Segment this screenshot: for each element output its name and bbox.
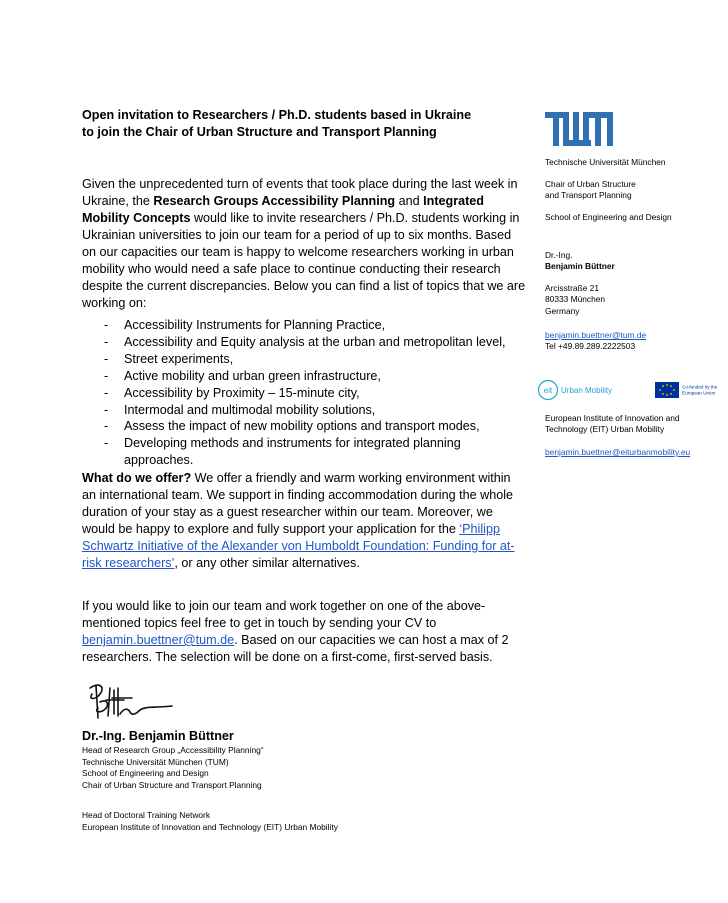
sidebar-name: Benjamin Büttner	[545, 261, 615, 272]
list-item: - Accessibility Instruments for Planning Practice,	[82, 317, 532, 334]
eu-flag-logo	[655, 382, 725, 400]
sidebar-eit-email	[545, 447, 725, 458]
signatory-chair: Chair of Urban Structure and Transport Planning	[82, 779, 262, 790]
signatory-role: Head of Research Group „Accessibility Planning“	[82, 745, 264, 755]
join-text-1: If you would like to join our team and work together on one of the above-mentioned topics feel free to get in touch by sending your CV to	[82, 599, 486, 630]
sidebar-degree: Dr.-Ing.	[545, 250, 573, 260]
signatory-institution: Technische Universität München (TUM)	[82, 756, 229, 767]
list-item: - Active mobility and urban green infrastructure,	[82, 368, 532, 385]
topics-list	[82, 317, 532, 469]
letter-title	[82, 107, 522, 141]
email-link[interactable]: benjamin.buettner@tum.de	[82, 633, 235, 647]
intro-bold-1: Research Groups Accessibility Planning	[153, 194, 396, 208]
intro-text-1: Given the unprecedented turn of events that took place during the last week in Ukraine, the	[82, 177, 518, 208]
network-institution: European Institute of Innovation and Technology (EIT) Urban Mobility	[82, 821, 338, 832]
intro-text-3: would like to invite researchers / Ph.D. students working in Ukrainian universities to join our team for a period of up to six months. Based on our capacities our team is happy to welcome researchers working in urban mobility who would need a safe place to continue conducting their research despite the current discrepancies. Below you can find a list of topics that we are working on:	[82, 211, 526, 310]
offer-heading: What do we offer?	[82, 471, 192, 485]
signatory-school: School of Engineering and Design	[82, 768, 209, 779]
title-line-2: to join the Chair of Urban Structure and Transport Planning	[82, 125, 437, 139]
address-street: Arcisstraße 21	[545, 283, 599, 293]
signatory-name: Dr.-Ing. Benjamin Büttner	[82, 729, 234, 743]
list-item: - Accessibility and Equity analysis at the urban and metropolitan level,	[82, 334, 532, 351]
list-item: - Intermodal and multimodal mobility solutions,	[82, 402, 532, 419]
eit-logo-text: Urban Mobility	[561, 386, 613, 395]
sidebar-university: Technische Universität München	[545, 157, 666, 167]
sidebar-chair	[545, 179, 725, 202]
intro-text-2: and	[395, 194, 424, 208]
list-item: - Street experiments,	[82, 351, 532, 368]
sidebar-school: School of Engineering and Design	[545, 212, 672, 222]
sidebar-chair-line: Chair of Urban Structure	[545, 179, 636, 189]
offer-text-2: , or any other similar alternatives.	[174, 556, 360, 570]
sidebar-contact	[545, 330, 725, 353]
eit-name-line: Technology (EIT) Urban Mobility	[545, 424, 665, 435]
sidebar-eit-name	[545, 413, 725, 436]
eit-name-line: European Institute of Innovation and	[545, 413, 680, 423]
offer-paragraph	[82, 470, 522, 572]
offer-text-1: We offer a friendly and warm working environment within an international team. We support in finding accommodation during the whole duration of your stay as a guest researcher within our team. Moreover, we would be happy to explore and fully support your application for the	[82, 471, 514, 536]
signature-block	[82, 729, 502, 791]
svg-text:eit: eit	[543, 386, 553, 395]
address-city: 80333 München	[545, 294, 606, 305]
eit-email-link[interactable]: benjamin.buettner@eiturbanmobility.eu	[545, 447, 691, 457]
sidebar-address	[545, 283, 725, 317]
join-text-2: . Based on our capacities we can host a max of 2 researchers. The selection will be done on a first-come, first-served basis.	[82, 633, 509, 664]
join-paragraph	[82, 598, 522, 666]
list-item: - Accessibility by Proximity – 15-minute city,	[82, 385, 532, 402]
eit-urban-mobility-logo	[537, 379, 615, 401]
network-block	[82, 810, 502, 833]
handwritten-signature	[84, 680, 174, 722]
tum-logo	[545, 112, 613, 146]
humboldt-foundation-link[interactable]: ‘Philipp Schwartz Initiative of the Alexander von Humboldt Foundation: Funding for at-risk researchers’	[82, 522, 515, 570]
eu-logo-line: Co-funded by the	[682, 384, 718, 390]
sidebar-phone: Tel +49.89.289.2222503	[545, 341, 636, 352]
intro-bold-2: Integrated Mobility Concepts	[82, 194, 485, 225]
list-item: - Developing methods and instruments for integrated planning approaches.	[82, 435, 532, 469]
sidebar-email-link[interactable]: benjamin.buettner@tum.de	[545, 330, 647, 340]
sidebar-chair-line: and Transport Planning	[545, 190, 632, 201]
list-item: - Assess the impact of new mobility options and transport modes,	[82, 418, 532, 435]
title-line-1: Open invitation to Researchers / Ph.D. students based in Ukraine	[82, 108, 472, 122]
address-country: Germany	[545, 305, 580, 316]
sidebar-person	[545, 250, 725, 273]
eu-logo-line: European Union	[682, 390, 716, 396]
intro-paragraph	[82, 176, 527, 312]
network-role: Head of Doctoral Training Network	[82, 810, 211, 820]
